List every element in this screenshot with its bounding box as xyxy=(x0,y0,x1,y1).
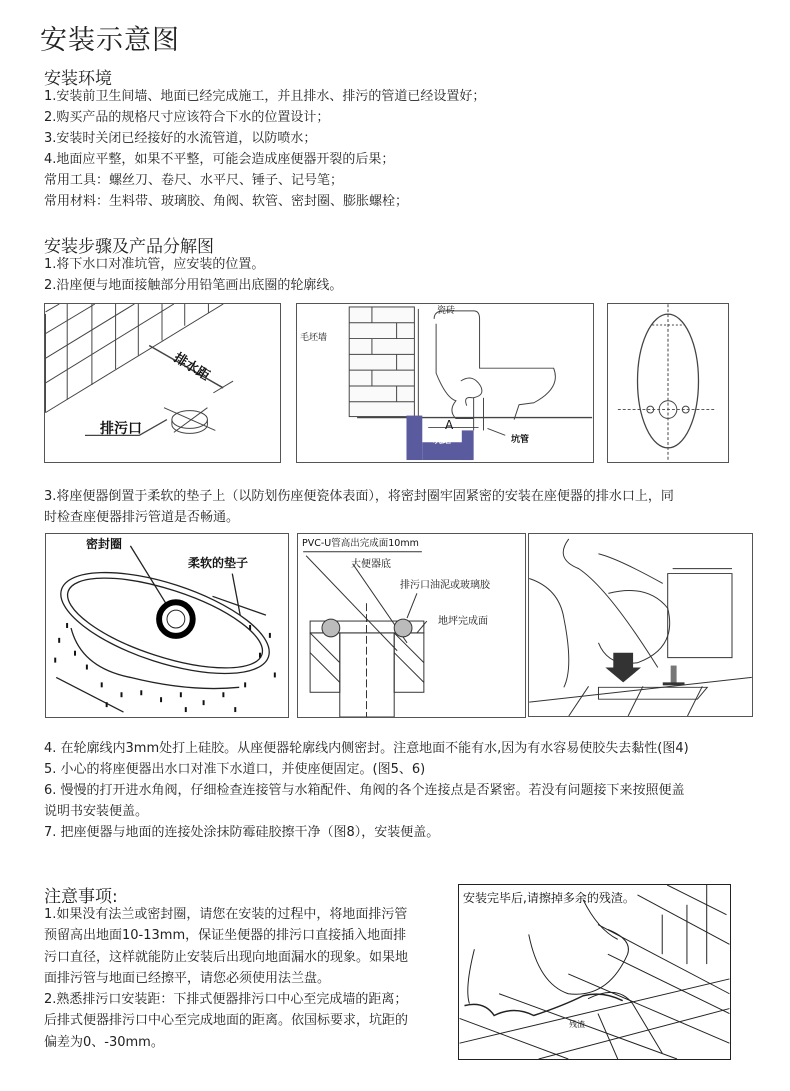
step-3-line-1: 3.将座便器倒置于柔软的垫子上（以防划伤座便瓷体表面），将密封圈牢固紧密的安装在座便器的排水口上，同 xyxy=(44,489,674,504)
notes-line: 面排污管与地面已经擦平，请您必须使用法兰盘。 xyxy=(44,970,331,986)
step-7: 7. 把座便器与地面的连接处涂抹防霉硅胶擦干净（图8），安装便盖。 xyxy=(44,825,440,840)
pit-pipe-label: 坑管 xyxy=(511,435,530,445)
environment-item: 4.地面应平整，如果不平整，可能会造成座便器开裂的后果； xyxy=(44,152,395,167)
residue-label: 残渣 xyxy=(569,1020,585,1029)
notes-line: 偏差为0、-30mm。 xyxy=(44,1034,164,1050)
dimension-a-label: A xyxy=(445,418,454,432)
pit-distance-label: 坑距 xyxy=(433,436,452,446)
toilet-base-label: 大便器底 xyxy=(351,559,391,570)
materials-list: 常用材料：生料带、玻璃胶、角阀、软管、密封圈、膨胀螺栓； xyxy=(44,194,409,209)
soft-mat-label: 柔软的垫子 xyxy=(188,556,249,570)
notes-line: 预留高出地面10-13mm，保证坐便器的排污口直接插入地面排 xyxy=(44,928,407,944)
environment-item: 2.购买产品的规格尺寸应该符合下水的位置设计； xyxy=(44,110,330,125)
tile-label: 瓷砖 xyxy=(437,306,456,316)
notes-line: 后排式便器排污口中心至完成地面的距离。依国标要求，坑距的 xyxy=(44,1013,409,1029)
putty-label: 排污口油泥或玻璃胶 xyxy=(400,580,490,591)
toilet-outline-plan xyxy=(608,304,728,462)
step-2: 2.沿座便与地面接触部分用铅笔画出底圈的轮廓线。 xyxy=(44,278,343,293)
pipe-section-drawing xyxy=(298,534,525,717)
figure-outline-plan xyxy=(607,303,729,463)
notes-heading: 注意事项: xyxy=(44,887,118,907)
wall-tiles-illustration xyxy=(45,304,280,462)
figure-drain-distance xyxy=(44,303,281,463)
figure-seal-ring xyxy=(45,533,289,718)
step-3-line-2: 时检查座便器排污管道是否畅通。 xyxy=(44,510,240,525)
notes-line: 1.如果没有法兰或密封圈，请您在安装的过程中，将地面排污管 xyxy=(44,907,408,922)
cleaning-residue-illustration xyxy=(459,885,730,1059)
cleaning-caption: 安装完毕后,请擦掉多余的残渣。 xyxy=(463,891,635,905)
notes-line: 污口直径，这样就能防止安装后出现向地面漏水的现象。如果地 xyxy=(44,949,409,965)
page-title: 安装示意图 xyxy=(40,25,180,56)
figure-pit-distance xyxy=(296,303,594,463)
pipe-height-label: PVC-U管高出完成面10mm xyxy=(302,538,419,549)
notes-line: 2.熟悉排污口安装距：下排式便器排污口中心至完成墙的距离； xyxy=(44,992,408,1008)
seal-ring-label: 密封圈 xyxy=(86,537,123,551)
outlet-label: 排污口 xyxy=(100,421,142,437)
steps-heading: 安装步骤及产品分解图 xyxy=(44,237,214,257)
inverted-toilet-illustration xyxy=(46,534,288,717)
wall-label: 毛坯墙 xyxy=(300,333,328,343)
step-5: 5. 小心的将座便器出水口对准下水道口，并使座便固定。(图5、6) xyxy=(44,762,426,777)
environment-item: 1.安装前卫生间墙、地面已经完成施工，并且排水、排污的管道已经设置好； xyxy=(44,89,486,104)
figure-pipe-section xyxy=(297,533,526,718)
environment-heading: 安装环境 xyxy=(44,69,112,89)
drain-distance-label: 排水距 xyxy=(170,350,212,384)
notes-list xyxy=(44,904,408,1053)
tools-list: 常用工具：螺丝刀、卷尺、水平尺、锤子、记号笔； xyxy=(44,173,344,188)
environment-item: 3.安装时关闭已经接好的水流管道，以防喷水； xyxy=(44,131,317,146)
environment-list xyxy=(44,86,485,212)
placing-toilet-illustration xyxy=(529,534,752,716)
step-6-line-2: 说明书安装便盖。 xyxy=(44,804,149,819)
step-1: 1.将下水口对准坑管，应安装的位置。 xyxy=(44,257,265,272)
figure-place-toilet xyxy=(528,533,753,717)
floor-finish-label: 地坪完成面 xyxy=(438,616,488,627)
step-6-line-1: 6. 慢慢的打开进水角阀，仔细检查连接管与水箱配件、角阀的各个连接点是否紧密。若没有问题接下来按照便盖 xyxy=(44,783,685,798)
step-4: 4. 在轮廓线内3mm处打上硅胶。从座便器轮廓线内侧密封。注意地面不能有水,因为有水容易使胶失去黏性(图4) xyxy=(44,741,689,756)
figure-clean-residue xyxy=(458,884,731,1060)
